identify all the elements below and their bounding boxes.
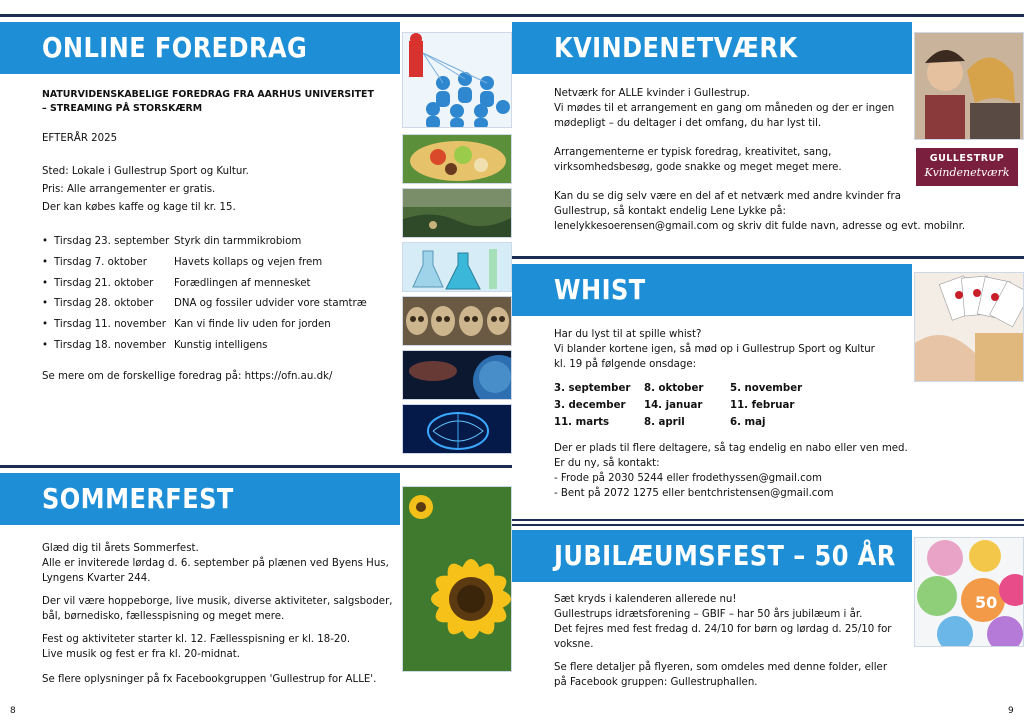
balloon-50-text: 50 [975,593,998,612]
image-skulls [402,296,512,346]
whist-date: 8. april [644,417,685,428]
section-title: SOMMERFEST [42,482,234,515]
sommer-line: Der vil være hoppeborge, live musik, diverse aktiviteter, salgsboder, [42,596,393,607]
banner-jubilaeumsfest [512,530,912,582]
image-50-balloons [914,537,1024,647]
whist-contact[interactable]: - Frode på 2030 5244 eller frodethyssen@gmail.com [554,473,822,484]
online-more-link[interactable]: Se mere om de forskellige foredrag på: https://ofn.au.dk/ [42,371,333,382]
image-people-network [402,32,512,128]
section-rule [0,465,512,468]
whist-line: kl. 19 på følgende onsdage: [554,359,697,370]
kvindenetvaerk-logo [916,148,1018,186]
jubilae-line: på Facebook gruppen: Gullestruphallen. [554,677,758,688]
whist-date: 3. december [554,400,626,411]
banner-kvindenetvaerk [512,22,912,74]
section-rule [512,519,1024,521]
kvinde-line: Gullestrup, så kontakt endelig Lene Lykke på: [554,206,786,217]
whist-date: 6. maj [730,417,766,428]
page-number: 9 [1008,706,1014,716]
whist-contact[interactable]: - Bent på 2072 1275 eller bentchristensen@gmail.com [554,488,834,499]
banner-online-foredrag [0,22,400,74]
page-left: ONLINE FOREDRAG NATURVIDENSKABELIGE FOREDRAG FRA AARHUS UNIVERSITET – STREAMING PÅ STORSKÆRM EFTERÅR 2025 Sted: Lokale i Gullestrup Sport og Kultur. Pris: Alle arrangementer er gratis. Der kan købes kaffe og kage til kr. 15. • Tirsdag 23. september Styrk din tarmmikrobiom • Tirsdag 7. oktober Havets kollaps og vejen frem • Tirsdag 21. oktober Forædlingen af mennesket • Tirsdag 28. oktober DNA og fossiler udvider vore stamtræ • Tirsdag 11. november Kan vi finde liv uden for jorden • Tirsdag 18. november Kunstig intelligens Se mere om de forskellige foredrag på: https://ofn.au.dk/ SOMMERFEST Glæd dig til årets Sommerfest. Alle er inviterede lørdag d. 6. september på plænen ved Byens Hus, Lyngens Kvarter 244. Der vil være hoppeborge, live musik, diverse aktiviteter, salgsboder, bål, børnedisko, fællesspisning og meget mere. Fest og aktiviteter starter kl. 12. Fællesspisning er kl. 18-20. Live musik og fest er fra kl. 20-midnat. Se flere oplysninger på fx Facebookgruppen 'Gullestrup for ALLE'. 8 [0,0,512,726]
online-price: Pris: Alle arrangementer er gratis. [42,184,216,195]
image-playing-cards [914,272,1024,382]
section-title: JUBILÆUMSFEST – 50 ÅR [554,539,896,572]
whist-date: 14. januar [644,400,703,411]
sommer-line: Alle er inviterede lørdag d. 6. september på plænen ved Byens Hus, [42,558,389,569]
section-title: KVINDENETVÆRK [554,31,798,64]
image-lab-flasks [402,242,512,292]
top-rule [0,14,512,17]
jubilae-line: Se flere detaljer på flyeren, som omdeles med denne folder, eller [554,662,888,673]
image-planet-space [402,350,512,400]
page-right [512,0,1024,726]
kvinde-line: virksomhedsbesøg, gode snakke og meget meget mere. [554,162,842,173]
sommer-line: Lyngens Kvarter 244. [42,573,151,584]
jubilae-line: Det fejres med fest fredag d. 24/10 for børn og lørdag d. 25/10 for [554,624,892,635]
section-title: ONLINE FOREDRAG [42,31,308,64]
section-rule [512,524,1024,526]
banner-sommerfest [0,473,400,525]
whist-date: 8. oktober [644,383,704,394]
sommer-line: Fest og aktiviteter starter kl. 12. Fællesspisning er kl. 18-20. [42,634,351,645]
whist-line: Er du ny, så kontakt: [554,458,660,469]
image-women-laughing [914,32,1024,140]
kvinde-line: Kan du se dig selv være en del af et netværk med andre kvinder fra [554,191,901,202]
online-season: EFTERÅR 2025 [42,133,118,144]
image-sunflower [402,486,512,672]
online-coffee: Der kan købes kaffe og kage til kr. 15. [42,202,236,213]
whist-date: 5. november [730,383,803,394]
image-food-bowl [402,134,512,184]
sommer-line: bål, børnedisko, fællesspisning og meget mere. [42,611,285,622]
jubilae-line: Gullestrups idrætsforening – GBIF – har 50 års jubilæum i år. [554,609,863,620]
kvinde-line: Netværk for ALLE kvinder i Gullestrup. [554,88,750,99]
kvinde-line: mødepligt – du deltager i det omfang, du har lyst til. [554,118,822,129]
sommer-line: Glæd dig til årets Sommerfest. [42,543,199,554]
whist-date: 3. september [554,383,631,394]
whist-date: 11. februar [730,400,795,411]
online-subtitle-2: – STREAMING PÅ STORSKÆRM [42,103,203,114]
jubilae-line: Sæt kryds i kalenderen allerede nu! [554,594,737,605]
banner-whist [512,264,912,316]
logo-text-top: GULLESTRUP [929,153,1005,164]
image-digital-brain [402,404,512,454]
online-place: Sted: Lokale i Gullestrup Sport og Kultur. [42,166,249,177]
kvinde-line: Vi mødes til et arrangement en gang om måneden og der er ingen [554,103,895,114]
sommer-line: Live musik og fest er fra kl. 20-midnat. [42,649,240,660]
section-title: WHIST [554,273,646,306]
kvinde-email[interactable]: lenelykkesoerensen@gmail.com og skriv dit fulde navn, adresse og evt. mobilnr. [554,221,966,232]
image-sea-shore [402,188,512,238]
online-subtitle-1: NATURVIDENSKABELIGE FOREDRAG FRA AARHUS UNIVERSITET [42,89,374,100]
sommer-line: Se flere oplysninger på fx Facebookgruppen 'Gullestrup for ALLE'. [42,674,377,685]
logo-text-bottom: Kvindenetværk [924,166,1010,179]
whist-date: 11. marts [554,417,610,428]
section-rule [512,256,1024,259]
kvinde-line: Arrangementerne er typisk foredrag, kreativitet, sang, [554,147,832,158]
top-rule [512,14,1024,17]
jubilae-line: voksne. [554,639,594,650]
page-number: 8 [10,706,16,716]
whist-line: Der er plads til flere deltagere, så tag endelig en nabo eller ven med. [554,443,908,454]
whist-line: Vi blander kortene igen, så mød op i Gullestrup Sport og Kultur [554,344,875,355]
whist-line: Har du lyst til at spille whist? [554,329,702,340]
